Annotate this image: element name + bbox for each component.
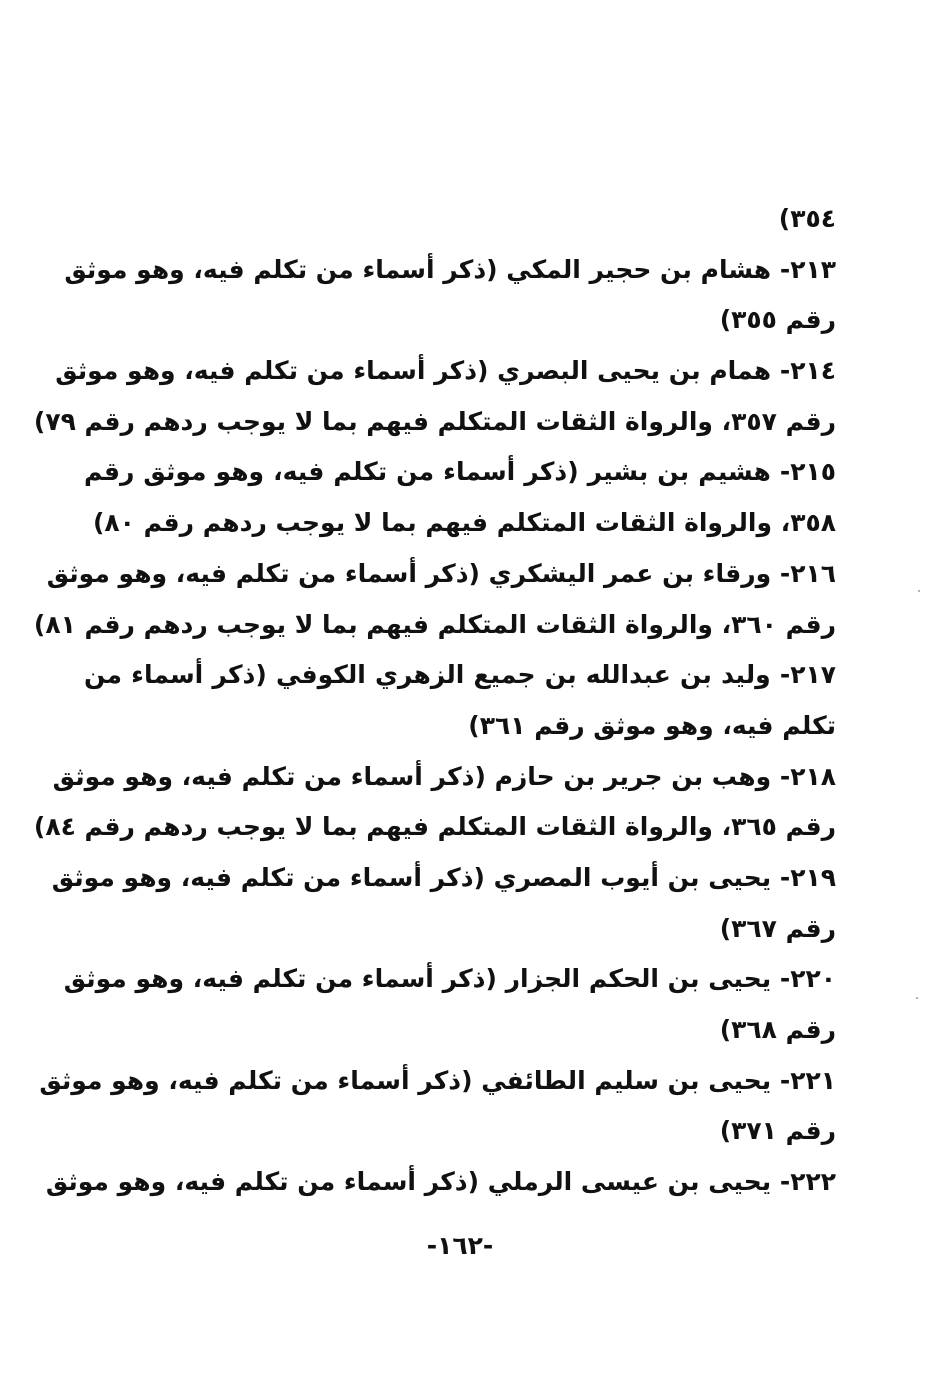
- entry-219-line-1: ٢١٩- يحيى بن أيوب المصري (ذكر أسماء من تكلم فيه، وهو موثق: [51, 862, 836, 892]
- entry-221-line-1: ٢٢١- يحيى بن سليم الطائفي (ذكر أسماء من تكلم فيه، وهو موثق: [39, 1065, 836, 1095]
- entry-213-line-2: رقم ٣٥٥): [719, 305, 836, 335]
- scan-speck: [918, 590, 920, 592]
- entry-213-line-1: ٢١٣- هشام بن حجير المكي (ذكر أسماء من تكلم فيه، وهو موثق: [64, 254, 836, 284]
- entry-217-line-1: ٢١٧- وليد بن عبدالله بن جميع الزهري الكوفي (ذكر أسماء من: [84, 660, 836, 690]
- entry-220-line-2: رقم ٣٦٨): [719, 1015, 836, 1044]
- entry-222-line-1: ٢٢٢- يحيى بن عيسى الرملي (ذكر أسماء من تكلم فيه، وهو موثق: [45, 1167, 836, 1197]
- continuation-line: ٣٥٤): [778, 204, 836, 233]
- page-number: -١٦٢-: [426, 1231, 494, 1260]
- entry-219-line-2: رقم ٣٦٧): [719, 913, 836, 943]
- body-text: [33, 194, 836, 1208]
- entry-218-line-1: ٢١٨- وهب بن جرير بن حازم (ذكر أسماء من تكلم فيه، وهو موثق: [52, 761, 836, 791]
- entry-215-line-1: ٢١٥- هشيم بن بشير (ذكر أسماء من تكلم فيه، وهو موثق رقم: [84, 457, 836, 487]
- entry-216-line-2: رقم ٣٦٠، والرواة الثقات المتكلم فيهم بما لا يوجب ردهم رقم ٨١): [33, 609, 836, 639]
- entry-214-line-1: ٢١٤- همام بن يحيى البصري (ذكر أسماء من تكلم فيه، وهو موثق: [55, 356, 836, 386]
- entry-215-line-2: ٣٥٨، والرواة الثقات المتكلم فيهم بما لا يوجب ردهم رقم ٨٠): [92, 508, 836, 538]
- entry-220-line-1: ٢٢٠- يحيى بن الحكم الجزار (ذكر أسماء من تكلم فيه، وهو موثق: [63, 964, 836, 994]
- entry-217-line-2: تكلم فيه، وهو موثق رقم ٣٦١): [468, 710, 836, 740]
- scan-speck: [916, 997, 918, 999]
- entry-214-line-2: رقم ٣٥٧، والرواة الثقات المتكلم فيهم بما لا يوجب ردهم رقم ٧٩): [33, 406, 836, 436]
- entry-221-line-2: رقم ٣٧١): [719, 1116, 836, 1146]
- entry-216-line-1: ٢١٦- ورقاء بن عمر اليشكري (ذكر أسماء من تكلم فيه، وهو موثق: [46, 558, 836, 588]
- entry-218-line-2: رقم ٣٦٥، والرواة الثقات المتكلم فيهم بما لا يوجب ردهم رقم ٨٤): [33, 812, 836, 842]
